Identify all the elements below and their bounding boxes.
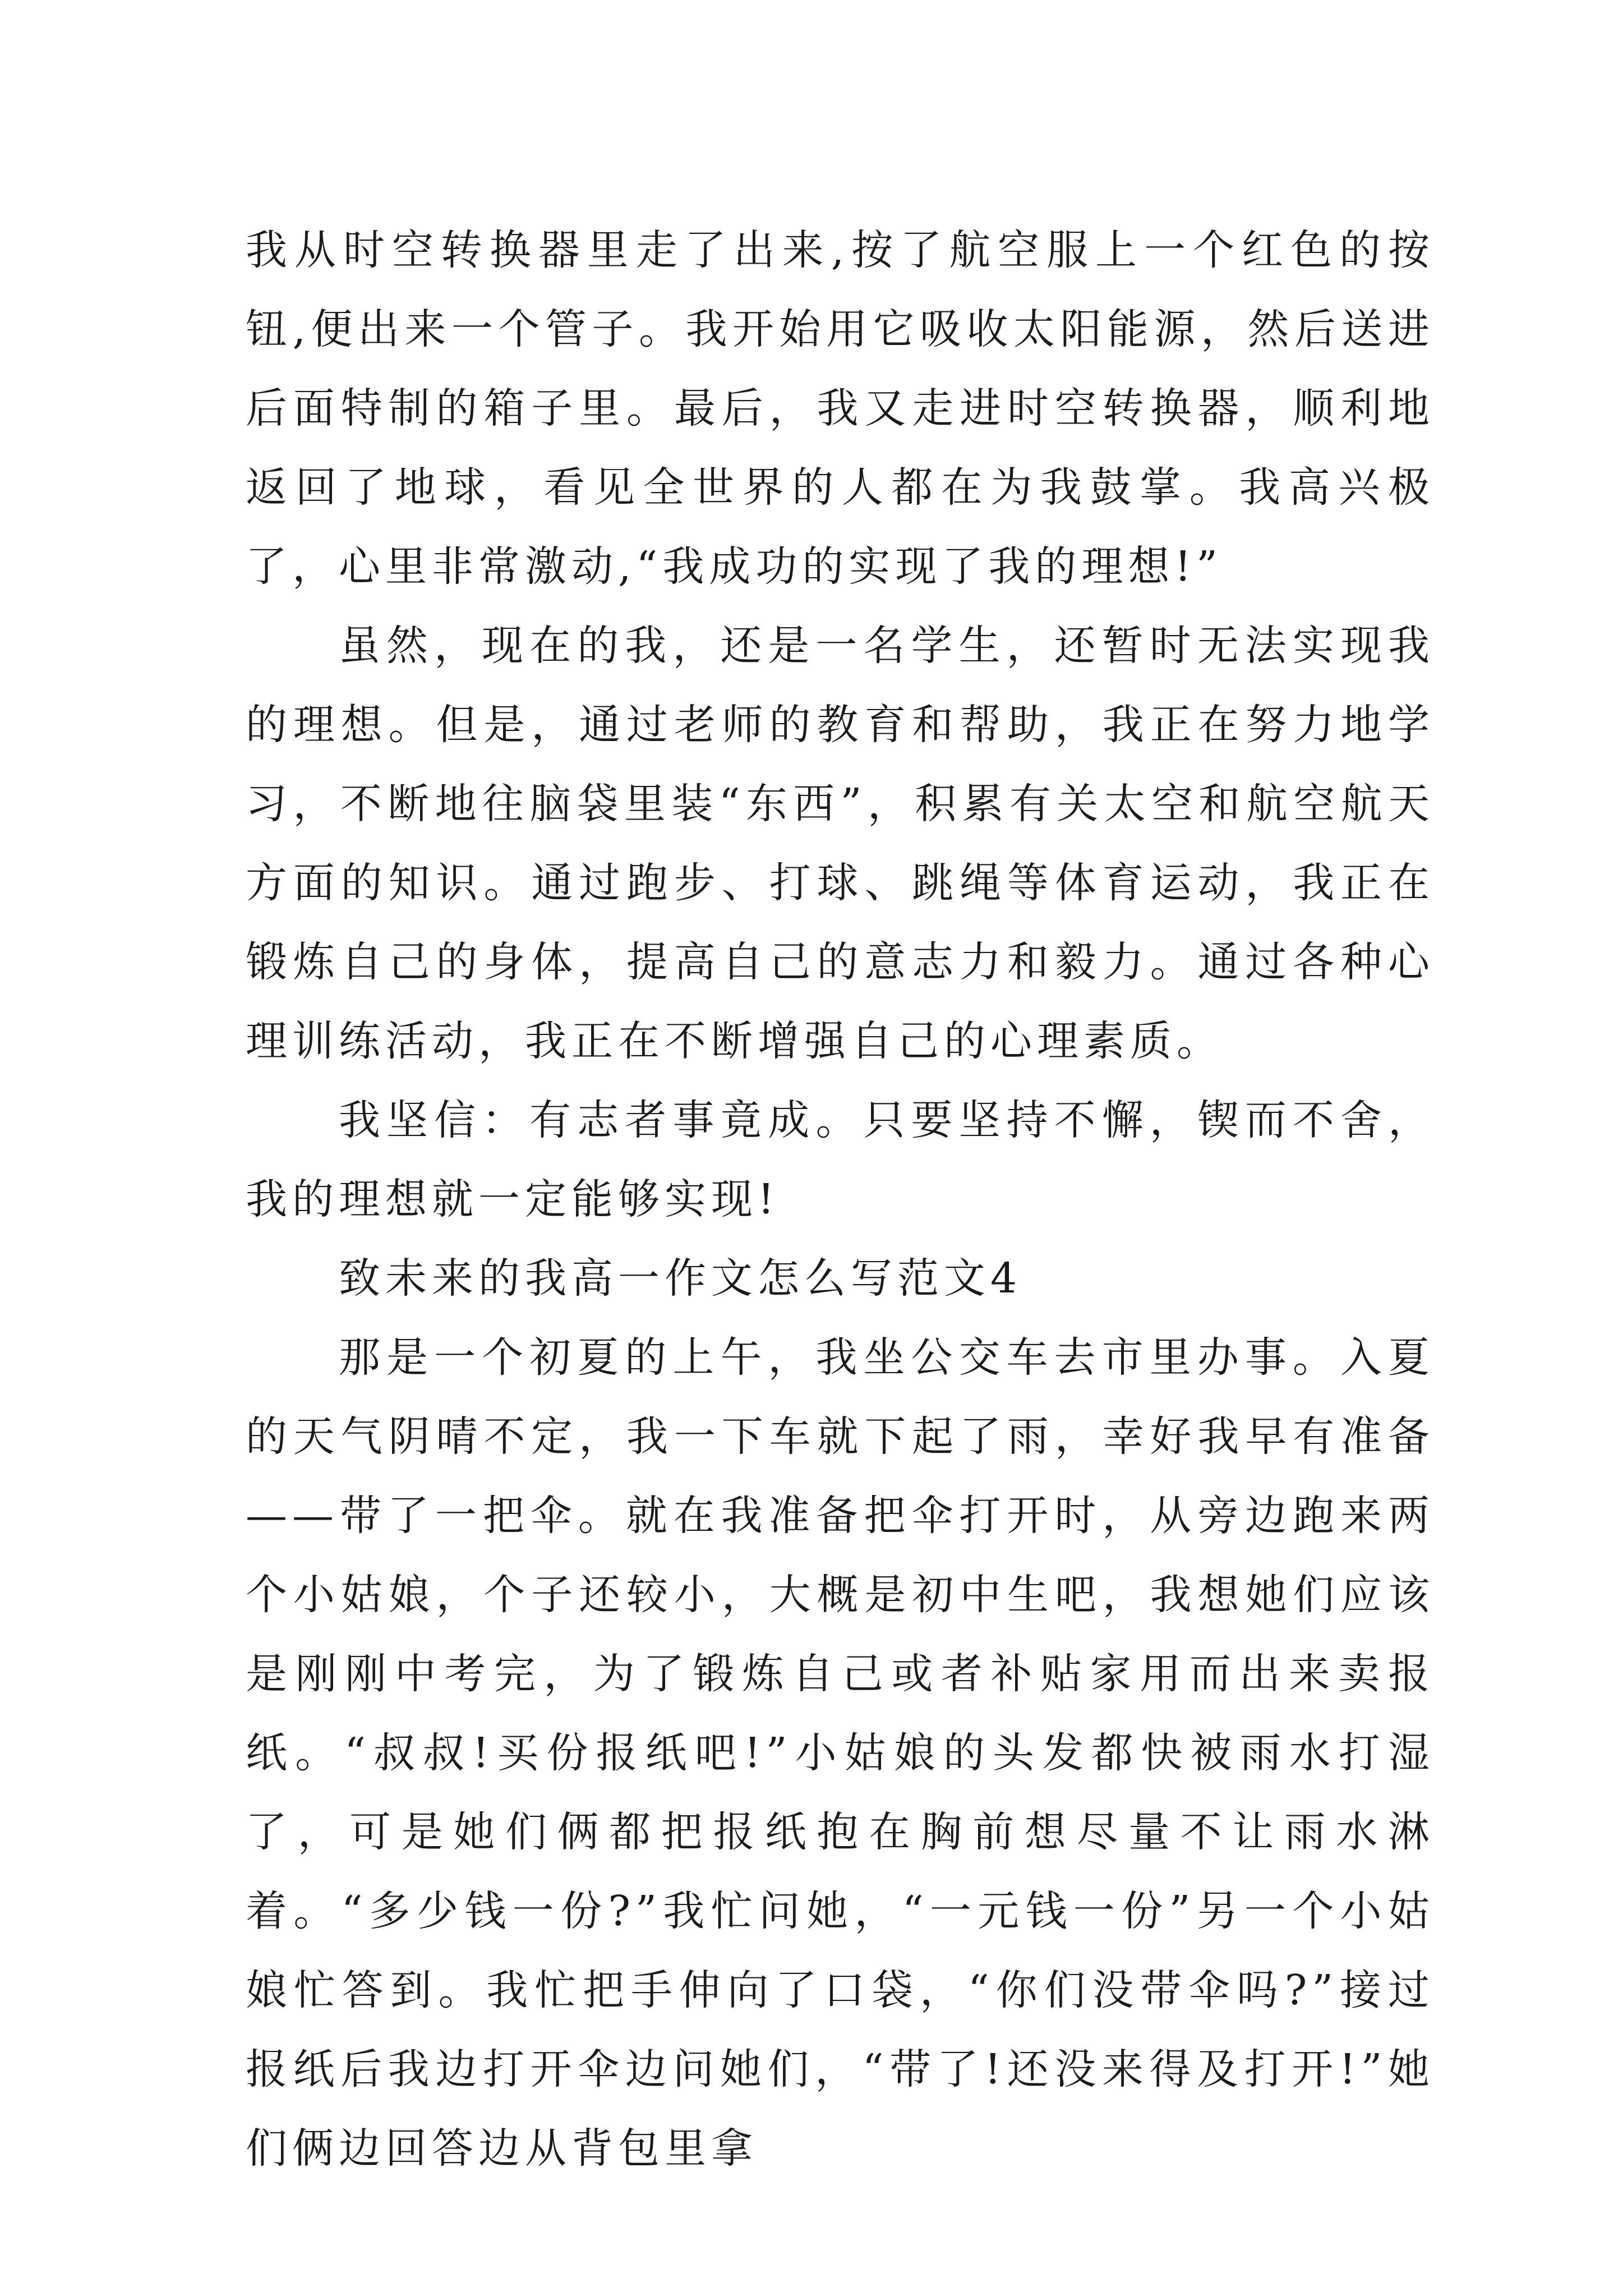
paragraph-1: 我从时空转换器里走了出来,按了航空服上一个红色的按钮,便出来一个管子。我开始用它吸收太阳能源，然后送进后面特制的箱子里。最后，我又走进时空转换器，顺利地返回了地球，看见全世界的人都在为我鼓掌。我高兴极了，心里非常激动,“我成功的实现了我的理想!” <box>246 226 1435 591</box>
paragraph-2: 虽然，现在的我，还是一名学生，还暂时无法实现我的理想。但是，通过老师的教育和帮助，我正在努力地学习，不断地往脑袋里装“东西”，积累有关太空和航空航天方面的知识。通过跑步、打球、跳绳等体育运动，我正在锻炼自己的身体，提高自己的意志力和毅力。通过各种心理训练活动，我正在不断增强自己的心理素质。 <box>246 622 1435 1065</box>
document-body <box>246 211 1435 2188</box>
section-heading: 致未来的我高一作文怎么写范文4 <box>339 1254 1022 1303</box>
paragraph-3: 我坚信：有志者事竟成。只要坚持不懈，锲而不舍，我的理想就一定能够实现! <box>246 1096 1435 1223</box>
paragraph-4: 那是一个初夏的上午，我坐公交车去市里办事。入夏的天气阴晴不定，我一下车就下起了雨，幸好我早有准备——带了一把伞。就在我准备把伞打开时，从旁边跑来两个小姑娘，个子还较小，大概是初中生吧，我想她们应该是刚刚中考完，为了锻炼自己或者补贴家用而出来卖报纸。“叔叔!买份报纸吧!”小姑娘的头发都快被雨水打湿了，可是她们俩都把报纸抱在胸前想尽量不让雨水淋着。“多少钱一份?”我忙问她，“一元钱一份”另一个小姑娘忙答到。我忙把手伸向了口袋，“你们没带伞吗?”接过报纸后我边打开伞边问她们，“带了!还没来得及打开!”她们俩边回答边从背包里拿 <box>246 1333 1435 2173</box>
